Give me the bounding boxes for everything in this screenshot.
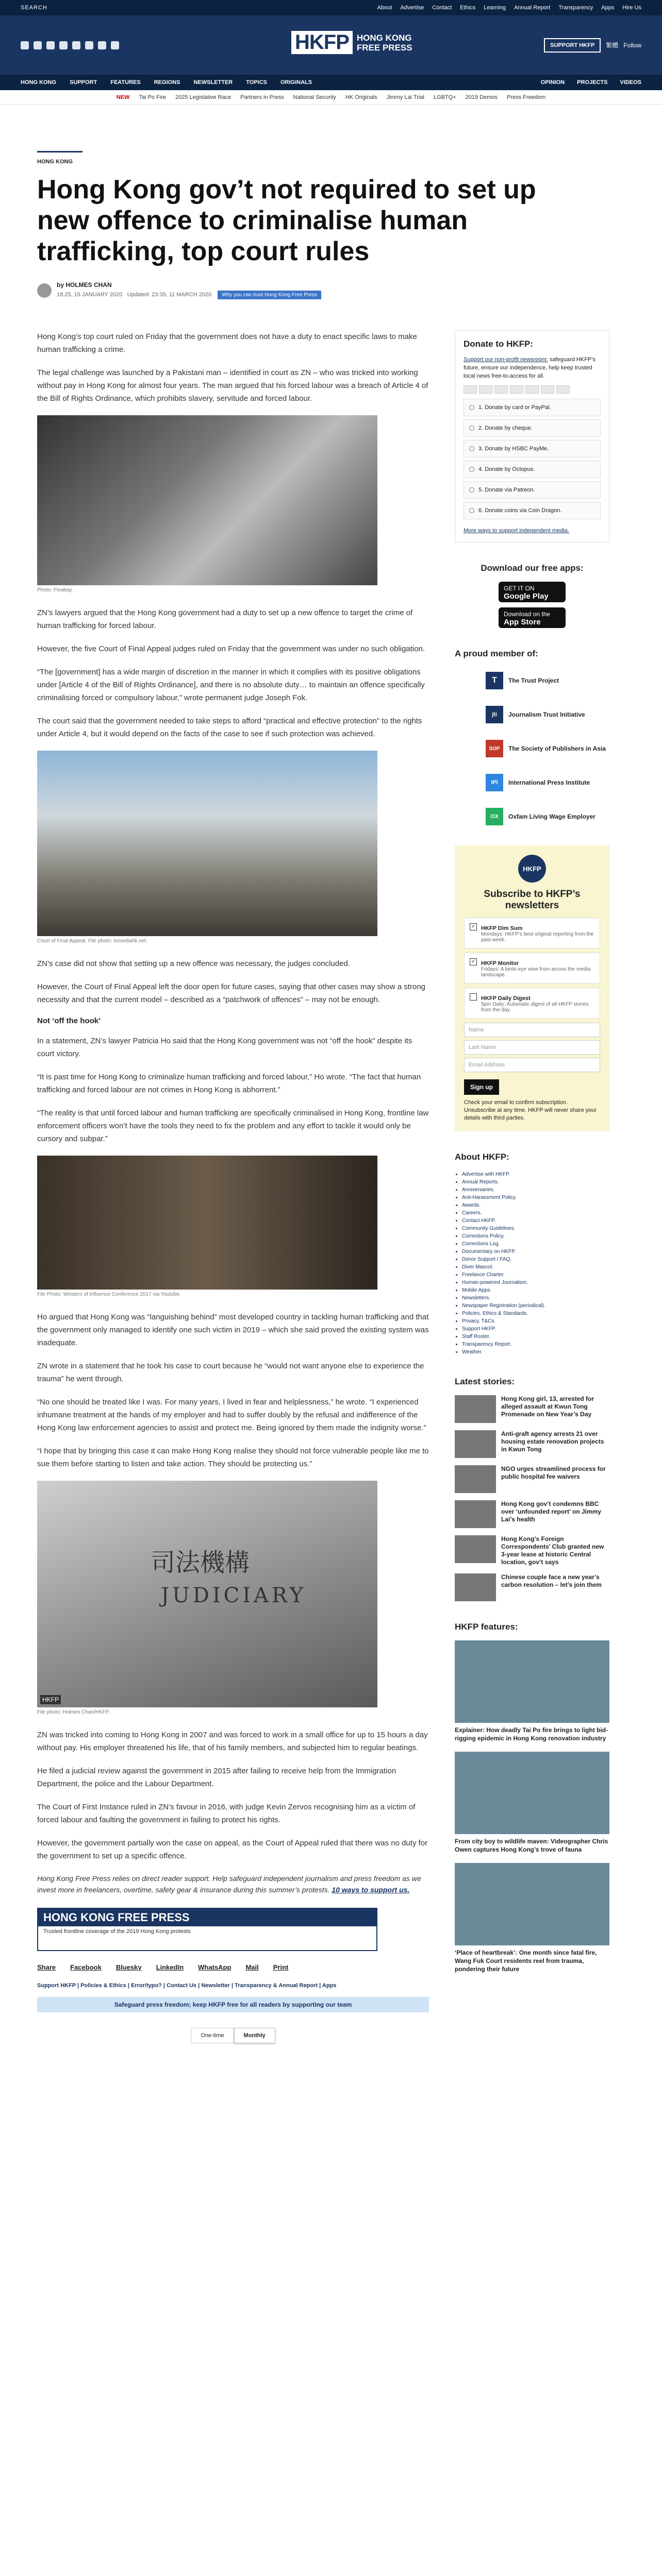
nav-item[interactable]: TOPICS [246,79,267,86]
newsletter-option[interactable] [464,953,600,984]
paragraph: ZN’s case did not show that setting up a new offence was necessary, the judges concluded. [37,959,351,968]
checkbox-icon: ✓ [470,958,477,965]
article-container [0,151,662,2043]
about-link[interactable]: • Anti-Harassment Policy. [462,1194,609,1201]
store-small: Download on the [504,611,551,618]
figure [37,1481,429,1715]
amex-icon [494,385,508,394]
about-link[interactable]: • Advertise with HKFP. [462,1171,609,1178]
threads-icon[interactable] [59,41,68,49]
donate-option[interactable] [464,419,601,437]
paragraph: “I hope that by bringing this case it can make Hong Kong realise they should not force vulnerable people like me to sue them before starting to listen and take action. They should be protecting us.” [37,1447,429,1468]
top-link[interactable]: About [377,5,392,11]
trending-link[interactable]: 2019 Demos [465,94,498,100]
figure [37,415,429,593]
trending-link[interactable]: HK Originals [345,94,377,100]
paragraph: ZN wrote in a statement that he took his case to court because he “would not want anyone else to experience the trauma” he went through. [37,1362,424,1383]
about-link[interactable]: • Documentary on HKFP. [462,1248,609,1256]
story-title: Hong Kong gov’t condemns BBC over ‘unfounded report’ on Jimmy Lai’s health [501,1500,602,1523]
member-name: International Press Institute [508,779,590,786]
about-link[interactable]: • Mobile Apps. [462,1286,609,1294]
newsletter-option-desc: Fridays: A birds-eye view from across the media landscape. [481,967,591,978]
about-link[interactable]: • Freelance Charter. [462,1271,609,1279]
member-name: Oxfam Living Wage Employer [508,813,595,820]
support-link[interactable]: 10 ways to support us. [332,1886,410,1894]
member-name: Journalism Trust Initiative [508,711,585,718]
paragraph: ZN was tricked into coming to Hong Kong in 2007 and was forced to work in a small office for up to 15 hours a day without pay. His employer threatened his life, that of his family members, and subjected him to regular beatings. [37,1731,428,1752]
banner-subtitle: Trusted frontline coverage of the 2019 Hong Kong protests [43,1928,191,1935]
story-thumbnail [455,1535,496,1563]
follow-link[interactable]: Follow [623,41,641,49]
about-link[interactable]: • Human-powered Journalism. [462,1279,609,1286]
donate-option[interactable] [464,502,601,519]
radio-icon [469,405,474,410]
lawyer-photo [37,1156,377,1290]
byline-text [57,281,321,299]
member-logo[interactable] [486,735,609,762]
newsletter-option[interactable] [464,918,600,948]
paragraph: However, the Court of Final Appeal left the door open for future cases, saying that other cases may show a strong necessity and that the current model – described as a “patchwork of offences” – may not be enough. [37,982,425,1004]
store-big: App Store [504,618,541,626]
top-bar [0,0,662,15]
latest-story[interactable] [455,1573,609,1601]
logo-line2: FREE PRESS [356,42,412,53]
story-title: Chinese couple face a new year’s carbon resolution – let’s join them [501,1573,602,1588]
ipi-icon: IPI [486,774,503,791]
caption: File Photo: Western of Influence Conference 2017 via Youtube. [37,1292,181,1297]
nav-item[interactable]: SUPPORT [70,79,97,86]
latest-story[interactable] [455,1500,609,1528]
share-bar [37,1963,429,1971]
more-ways-link[interactable]: More ways to support independent media. [464,528,569,534]
applepay-icon [525,385,539,394]
telegram-icon[interactable] [85,41,93,49]
header-actions [544,38,641,53]
newsletter-note: Check your email to confirm subscription. Unsubscribe at any time. HKFP will never share your details with third parties. [464,1099,597,1121]
payment-icons [464,385,601,394]
newsletter-option-title: HKFP Daily Digest [481,995,531,1002]
story-title: NGO urges streamlined process for public hospital fee waivers [501,1465,606,1480]
newsletter-option-title: HKFP Dim Sum [481,925,523,931]
trending-link[interactable]: Tai Po Fire [139,94,167,100]
top-link[interactable]: Ethics [460,5,476,11]
latest-title: Latest stories: [455,1377,515,1386]
about-link[interactable]: • Weather. [462,1348,609,1356]
about-link[interactable]: • Anniversaries. [462,1186,609,1194]
checkbox-icon [470,993,477,1001]
feature-story[interactable] [455,1752,609,1854]
about-link[interactable]: • Policies, Ethics & Standards. [462,1310,609,1317]
logo-box: HKFP [291,31,353,54]
about-link[interactable]: • Annual Reports. [462,1178,609,1186]
paragraph: “No one should be treated like I was. For many years, I lived in fear and helplessness,” he wrote. “I experienced inhumane treatment at the hands of my employer and had to suffer doubly by the refusal and indifference of the Hong Kong law enforcement agencies to assist and protect me. Being ignored by them made the indignity worse.” [37,1398,426,1432]
support-banner[interactable] [37,1908,377,1951]
about-link[interactable]: • Newspaper Registration (periodical). [462,1302,609,1310]
judiciary-chinese: 司法機構 [151,1548,250,1577]
updated-text: Updated: 23:35, 11 MARCH 2020 [127,292,212,298]
feature-image [455,1640,609,1723]
paragraph: The legal challenge was launched by a Pakistani man – identified in court as ZN – who was tricked into working without pay in Hong Kong for almost four years. The man argued that his forced labour was a breach of Article 4 of the Bill of Rights Ordinance, which prohibits slavery, servitude and forced labour. [37,368,428,403]
share-whatsapp[interactable]: WhatsApp [198,1963,231,1971]
share-facebook[interactable]: Facebook [70,1963,102,1971]
paragraph: ZN’s lawyers argued that the Hong Kong government had a duty to set up a new offence to target the crime of human trafficking for forced labour. [37,608,413,630]
court-photo [37,751,377,936]
trending-link[interactable]: National Security [293,94,336,100]
story-title: Hong Kong’s Foreign Correspondents’ Club granted new 3-year lease at historic Central location, gov’t says [501,1535,604,1566]
about-link[interactable]: • Awards. [462,1201,609,1209]
donation-frequency-toggle [37,2028,429,2043]
youtube-icon[interactable] [72,41,80,49]
byline [37,281,625,299]
top-link[interactable]: Annual Report [514,5,551,11]
signup-button[interactable]: Sign up [464,1079,499,1095]
paragraph: “The reality is that until forced labour and human trafficking are specifically criminalised in Hong Kong, frontline law enforcement officers won’t have the tools they need to fix the problem and any effort to tackle it would only be cursory and subpar.” [37,1109,429,1143]
rss-icon[interactable] [111,41,119,49]
banner-title: HONG KONG FREE PRESS [38,1909,376,1926]
latest-list [455,1395,609,1601]
email-field[interactable]: Email Address [464,1058,600,1072]
linkedin-icon[interactable] [98,41,106,49]
story-title: Hong Kong girl, 13, arrested for alleged assault at Kwun Tong Promenade on New Year’s Day [501,1395,594,1418]
trending-link[interactable]: Press Freedom [507,94,546,100]
story-thumbnail [455,1430,496,1458]
paragraph: He filed a judicial review against the government in 2015 after failing to receive help from the Immigration Department, the police and the Labour Department. [37,1767,396,1788]
new-badge: NEW [116,94,130,100]
mastercard-icon [479,385,492,394]
chains-photo [37,415,377,585]
author-avatar [37,283,52,298]
feature-image [455,1752,609,1834]
member-logo[interactable] [486,803,609,830]
about-link[interactable]: • Diver Mascot. [462,1263,609,1271]
judiciary-sign-photo [37,1481,377,1707]
donate-description: safeguard HKFP’s future, ensure our independence, help keep trusted local news free-to-access for all. [464,357,596,379]
trending-link[interactable]: LGBTQ+ [433,94,456,100]
figure [37,1156,429,1297]
top-link[interactable]: Apps [601,5,615,11]
radio-icon [469,446,474,451]
top-link[interactable]: Transparency [558,5,593,11]
story-title: Anti-graft agency arrests 21 over housing estate renovation projects in Kwun Tong [501,1430,604,1453]
sopa-icon: SOP [486,740,503,757]
donate-title: Donate to HKFP: [464,339,534,349]
top-link[interactable]: Hire Us [622,5,641,11]
latest-story[interactable] [455,1395,609,1423]
newsletter-option-text [481,993,594,1013]
app-store-button[interactable] [499,607,566,628]
category-label[interactable]: HONG KONG [37,159,73,165]
language-link[interactable]: 繁體 [606,42,619,49]
watermark: HKFP [40,1695,61,1704]
paragraph: In a statement, ZN’s lawyer Patricia Ho said that the Hong Kong government was not “off the hook” despite its court victory. [37,1037,412,1058]
donate-option-label: 4. Donate by Octopus. [478,466,535,472]
paragraph: However, the five Court of Final Appeal judges ruled on Friday that the government was under no such obligation. [37,645,425,653]
donate-option-label: 5. Donate via Patreon. [478,487,535,493]
last-name-field[interactable]: Last Name [464,1040,600,1055]
features-list [455,1640,609,1973]
caption: File photo: Holmes Chan/HKFP. [37,1709,110,1715]
nav-item[interactable]: HONG KONG [21,79,57,86]
donate-text [464,355,601,380]
donate-option[interactable] [464,399,601,416]
newsletter-option-text [481,923,594,943]
about-link[interactable]: • Corrections Log. [462,1240,609,1248]
paragraph: Hong Kong’s top court ruled on Friday that the government does not have a duty to enact specific laws to make human trafficking a crime. [37,332,417,354]
about-link[interactable]: • Newsletters. [462,1294,609,1302]
support-hkfp-button[interactable]: SUPPORT HKFP [544,38,601,53]
latest-story[interactable] [455,1430,609,1458]
story-thumbnail [455,1500,496,1528]
about-list [455,1171,609,1356]
card-icon [556,385,570,394]
donate-option-label: 3. Donate by HSBC PayMe. [478,446,549,452]
first-name-field[interactable]: Name [464,1023,600,1037]
trending-link[interactable]: Partners in Press [240,94,284,100]
judiciary-english: JUDICIARY [161,1584,307,1607]
about-link[interactable]: • Privacy, T&Cs. [462,1317,609,1325]
share-linkedin[interactable]: LinkedIn [156,1963,184,1971]
nav-item[interactable]: ORIGINALS [280,79,312,86]
caption: Court of Final Appeal. File photo: Inmediahk.net. [37,938,148,944]
paragraph: However, the government partially won the case on appeal, as the Court of Appeal ruled that there was no duty for the government to set up a specific offence. [37,1839,428,1860]
newsletter-option-text [481,958,594,978]
share-bluesky[interactable]: Bluesky [115,1963,142,1971]
about-title: About HKFP: [455,1152,509,1162]
newsletter-option-desc: Mondays: HKFP’s best original reporting from the past week. [481,931,594,943]
about-link[interactable]: • Support HKFP. [462,1325,609,1333]
publish-date [57,291,321,299]
article-body [37,330,429,2043]
main-nav [0,75,662,90]
jti-icon: jti [486,706,503,723]
trending-link[interactable]: Jimmy Lai Trial [386,94,424,100]
subheading: Not ‘off the hook’ [37,1016,101,1025]
social-icons [21,41,119,49]
radio-icon [469,467,474,472]
paragraph: “It is past time for Hong Kong to criminalize human trafficking and forced labour,” Ho wrote. “The fact that human trafficking and forced labour are not crimes in Hong Kong is abhorrent.” [37,1073,421,1094]
newsletter-option-title: HKFP Monitor [481,960,519,967]
member-logo[interactable] [486,769,609,796]
trending-link[interactable]: 2025 Legislative Race [175,94,231,100]
donate-option[interactable] [464,481,601,499]
about-link[interactable]: • Community Guidelines. [462,1225,609,1232]
logo-text [357,33,412,53]
checkbox-icon: ✓ [470,923,477,930]
nav-item[interactable]: VIDEOS [620,79,641,86]
paragraph: The court said that the government needed to take steps to afford “practical and effective protection” to the rights under Article 4, but it would depend on the facts of the case to see if such protection was achieved. [37,717,422,738]
facebook-icon[interactable] [21,41,29,49]
one-time-option[interactable]: One-time [191,2028,234,2043]
about-link[interactable]: • Donor Support / FAQ. [462,1256,609,1263]
trust-link[interactable]: Why you can trust Hong Kong Free Press [218,291,321,299]
support-links[interactable]: Support HKFP | Policies & Ethics | Error/typo? | Contact Us | Newsletter | Transparency & Annual Report | Apps [37,1982,337,1989]
story-thumbnail [455,1465,496,1493]
latest-story[interactable] [455,1535,609,1566]
share-mail[interactable]: Mail [245,1963,259,1971]
paypal-icon [510,385,523,394]
top-link[interactable]: Learning [484,5,506,11]
content-columns [37,330,625,2043]
top-links [377,5,641,11]
feature-image [455,1863,609,1945]
feature-story[interactable] [455,1640,609,1742]
about-link[interactable]: • Careers. [462,1209,609,1217]
share-label: Share [37,1963,56,1971]
member-logo[interactable] [486,667,609,694]
author-name[interactable]: by HOLMES CHAN [57,281,112,289]
support-note [37,1873,429,1895]
figure [37,751,429,944]
store-big: Google Play [504,592,549,601]
newsletter-title: Subscribe to HKFP’s newsletters [484,889,581,911]
donate-option-label: 6. Donate coins via Coin Dragon. [478,507,562,514]
donate-option-label: 1. Donate by card or PayPal. [478,404,551,411]
radio-icon [469,426,474,431]
donate-link[interactable]: Support our non-profit newsroom: [464,357,548,363]
about-link[interactable]: • Contact HKFP. [462,1217,609,1225]
top-link[interactable]: Advertise [400,5,424,11]
donate-option-label: 2. Donate by cheque. [478,425,533,431]
member-title: A proud member of: [455,649,538,658]
nav-right [541,79,641,86]
monthly-option[interactable]: Monthly [234,2028,275,2043]
newsletter-box [455,845,609,1131]
feature-story[interactable] [455,1863,609,1973]
logo-line1: HONG KONG [356,32,412,43]
nav-item[interactable]: NEWSLETTER [193,79,233,86]
trending-bar [0,90,662,105]
apps-title: Download our free apps: [481,563,584,573]
trust-project-icon: T [486,672,503,689]
oxfam-icon: OX [486,808,503,825]
latest-story[interactable] [455,1465,609,1493]
search-link[interactable]: SEARCH [21,5,47,11]
nav-item[interactable]: PROJECTS [577,79,608,86]
story-thumbnail [455,1395,496,1423]
support-note-text: Hong Kong Free Press relies on direct reader support. Help safeguard independent journalism and press freedom as we invest more in freelancers, overtime, safety gear & insurance during this summer’s protests. [37,1874,421,1894]
paragraph: “The [government] has a wide margin of discretion in the manner in which it complies with its positive obligations under [Article 4 of the Bill of Rights Ordinance], and there is no absolute duty… to maintain an offence specifically criminalising forced or compulsory labour,” wrote permanent judge Joseph Fok. [37,668,425,702]
date-text: 18:25, 15 JANUARY 2020 [57,292,123,298]
store-small: GET IT ON [504,585,535,592]
nav-item[interactable]: OPINION [540,79,565,86]
site-logo[interactable] [291,31,412,54]
google-play-button[interactable] [499,582,566,602]
sidebar [455,330,609,2043]
donate-option[interactable] [464,461,601,478]
paragraph: The Court of First Instance ruled in ZN’s favour in 2016, with judge Kevin Zervos recognising him as a victim of forced labour and faulting the government in failing to protect his rights. [37,1803,416,1824]
googlepay-icon [541,385,554,394]
radio-icon [469,508,474,513]
radio-icon [469,487,474,493]
feature-title: Explainer: How deadly Tai Po fire brings to light bid-rigging epidemic in Hong Kong renovation industry [455,1726,608,1742]
nav-item[interactable]: REGIONS [154,79,180,86]
newsletter-option-desc: 5pm Daily: Automatic digest of all HKFP stories from the day. [481,1002,589,1013]
features-title: HKFP features: [455,1622,518,1632]
paragraph: Ho argued that Hong Kong was “languishing behind” most developed country in tackling human trafficking and that the government only managed to identify one such victim in 2019 – which she said proved the existing system was inadequate. [37,1313,429,1347]
about-link[interactable]: • Corrections Policy. [462,1232,609,1240]
share-print[interactable]: Print [273,1963,289,1971]
twitter-icon[interactable] [34,41,42,49]
about-link[interactable]: • Staff Roster. [462,1333,609,1341]
site-header [0,15,662,75]
member-name: The Society of Publishers in Asia [508,745,606,752]
feature-title: ‘Place of heartbreak’: One month since fatal fire, Wang Fuk Court residents reel from trauma, pondering their future [455,1949,597,1973]
member-name: The Trust Project [508,677,559,684]
donate-box [455,330,609,543]
feature-title: From city boy to wildlife maven: Videographer Chris Owen captures Hong Kong’s trove of fauna [455,1838,608,1853]
story-thumbnail [455,1573,496,1601]
title-rule [37,151,82,152]
article-title: Hong Kong gov’t not required to set up new offence to criminalise human trafficking, top court rules [37,175,536,266]
newsletter-badge: HKFP [518,855,546,883]
nav-item[interactable]: FEATURES [110,79,141,86]
member-logo[interactable] [486,701,609,728]
instagram-icon[interactable] [46,41,55,49]
caption: Photo: Pixabay. [37,587,73,593]
about-link[interactable]: • Transparency Report. [462,1341,609,1348]
visa-icon [464,385,477,394]
newsletter-option[interactable] [464,988,600,1019]
donate-option[interactable] [464,440,601,457]
top-link[interactable]: Contact [432,5,452,11]
safeguard-bar[interactable]: Safeguard press freedom; keep HKFP free for all readers by supporting our team [37,1997,429,2012]
